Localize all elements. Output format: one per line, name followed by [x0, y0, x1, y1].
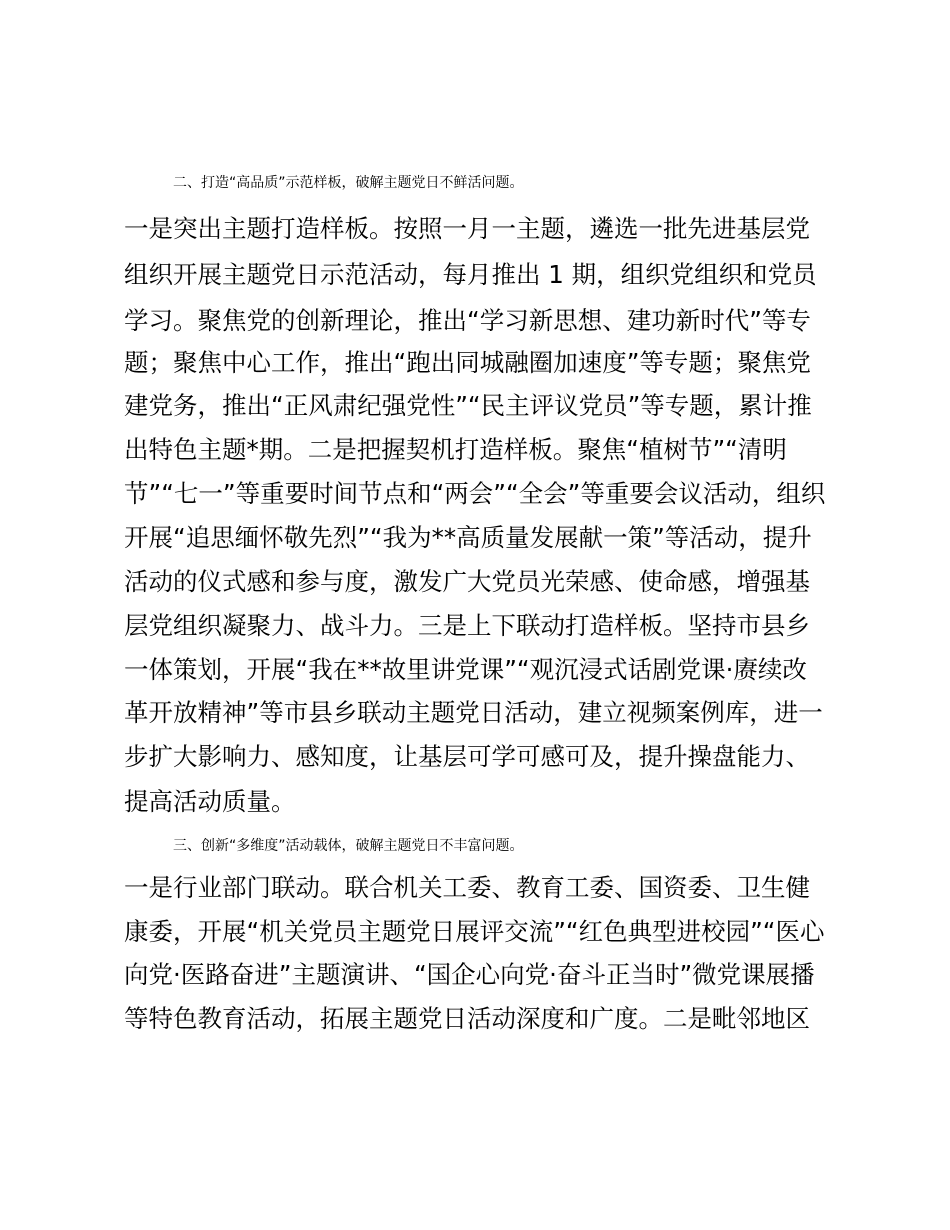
paragraph-line: 康委，开展“机关党员主题党日展评交流”“红色典型进校园”“医心	[124, 917, 825, 946]
paragraph-line: 题；聚焦中心工作，推出“跑出同城融圈加速度”等专题；聚焦党	[124, 348, 811, 377]
paragraph-line: 活动的仪式感和参与度，激发广大党员光荣感、使命感，增强基	[124, 567, 810, 596]
paragraph-line: 革开放精神”等市县乡联动主题党日活动，建立视频案例库，进一	[124, 698, 823, 727]
paragraph-line: 一体策划，开展“我在**故里讲党课”“观沉浸式话剧党课·赓续改	[124, 655, 807, 684]
paragraph-line: 一是突出主题打造样板。按照一月一主题，遴选一批先进基层党	[124, 214, 810, 243]
paragraph-line: 组织开展主题党日示范活动，每月推出 1 期，组织党组织和党员	[124, 260, 817, 289]
section-heading-3: 三、创新“多维度”活动载体，破解主题党日不丰富问题。	[173, 838, 524, 854]
paragraph-line: 向党·医路奋进”主题演讲、“国企心向党·奋斗正当时”微党课展播	[124, 960, 815, 989]
paragraph-line: 开展“追思缅怀敬先烈”“我为**高质量发展献一策”等活动，提升	[124, 523, 812, 552]
paragraph-line: 等特色教育活动，拓展主题党日活动深度和广度。二是毗邻地区	[124, 1004, 810, 1033]
paragraph-line: 提高活动质量。	[124, 787, 296, 816]
section-heading-2: 二、打造“高品质”示范样板，破解主题党日不鲜活问题。	[173, 175, 524, 191]
paragraph-line: 一是行业部门联动。联合机关工委、教育工委、国资委、卫生健	[124, 873, 810, 902]
paragraph-line: 出特色主题*期。二是把握契机打造样板。聚焦“植树节”“清明	[124, 435, 787, 464]
paragraph-line: 建党务，推出“正风肃纪强党性”“民主评议党员”等专题，累计推	[124, 391, 812, 420]
paragraph-line: 层党组织凝聚力、战斗力。三是上下联动打造样板。坚持市县乡	[124, 611, 810, 640]
paragraph-line: 节”“七一”等重要时间节点和“两会”“全会”等重要会议活动，组织	[124, 479, 826, 508]
paragraph-line: 步扩大影响力、感知度，让基层可学可感可及，提升操盘能力、	[124, 742, 810, 771]
paragraph-line: 学习。聚焦党的创新理论，推出“学习新思想、建功新时代”等专	[124, 306, 811, 335]
